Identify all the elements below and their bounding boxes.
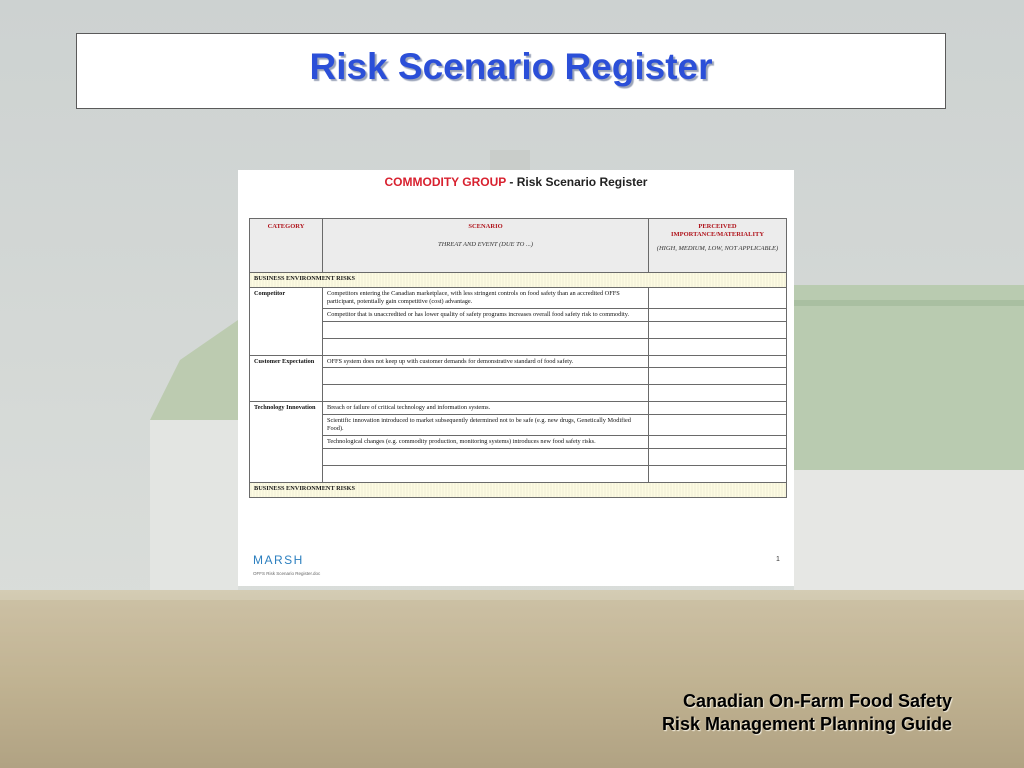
importance-cell (649, 355, 787, 368)
page-number: 1 (776, 556, 780, 563)
table-row (250, 448, 787, 465)
table-row (250, 321, 787, 338)
document-title-rest: - Risk Scenario Register (506, 175, 648, 189)
scenario-cell: Competitors entering the Canadian marketplace, with less stringent controls on food safety than an accredited OFFS participant, potentially gain competitive (cost) advantage. (323, 288, 649, 309)
importance-cell (649, 308, 787, 321)
section-row (250, 273, 787, 288)
document-title-commodity: COMMODITY GROUP (384, 175, 507, 189)
importance-cell (649, 288, 787, 309)
importance-cell (649, 415, 787, 436)
slide-title-box (76, 33, 946, 109)
scenario-cell (323, 368, 649, 385)
table-row (250, 436, 787, 449)
section-row (250, 482, 787, 497)
table-row (250, 288, 787, 309)
scenario-cell: Breach or failure of critical technology and information systems. (323, 402, 649, 415)
importance-cell (649, 448, 787, 465)
table-row (250, 402, 787, 415)
slide-title: Risk Scenario Register (309, 46, 713, 87)
scenario-cell (323, 338, 649, 355)
table-row (250, 465, 787, 482)
scenario-cell: OFFS system does not keep up with customer demands for demonstrative standard of food safety. (323, 355, 649, 368)
risk-register-table (249, 218, 787, 498)
header-importance-sub: (HIGH, MEDIUM, LOW, NOT APPLICABLE) (656, 245, 779, 253)
header-scenario-sub: THREAT AND EVENT (DUE TO ...) (438, 241, 533, 249)
header-category: CATEGORY (250, 219, 323, 273)
importance-cell (649, 436, 787, 449)
slide-caption (662, 690, 952, 736)
importance-cell (649, 465, 787, 482)
table-row (250, 415, 787, 436)
category-cell: Competitor (250, 288, 323, 356)
section-label: BUSINESS ENVIRONMENT RISKS (250, 273, 787, 288)
importance-cell (649, 402, 787, 415)
caption-line-1: Canadian On-Farm Food Safety (682, 691, 952, 711)
caption-line-2: Risk Management Planning Guide (661, 714, 952, 734)
document-preview (238, 170, 794, 586)
table-row (250, 338, 787, 355)
scenario-cell: Technological changes (e.g. commodity production, monitoring systems) introduces new food safety risks. (323, 436, 649, 449)
section-label: BUSINESS ENVIRONMENT RISKS (250, 482, 787, 497)
category-cell: Customer Expectation (250, 355, 323, 402)
table-header-row (250, 219, 787, 273)
scenario-cell (323, 448, 649, 465)
importance-cell (649, 385, 787, 402)
table-row (250, 368, 787, 385)
document-title (238, 175, 794, 189)
scenario-cell (323, 465, 649, 482)
table-row (250, 308, 787, 321)
document-filename: OFFS Risk Scenario Register.doc (253, 571, 321, 576)
table-row (250, 355, 787, 368)
importance-cell (649, 338, 787, 355)
scenario-cell: Scientific innovation introduced to market subsequently determined not to be safe (e.g. new drugs, Genetically Modified Food). (323, 415, 649, 436)
table-row (250, 385, 787, 402)
scenario-cell: Competitor that is unaccredited or has lower quality of safety programs increases overall food safety risk to commodity. (323, 308, 649, 321)
marsh-logo: MARSH (253, 553, 304, 567)
header-importance: PERCEIVED IMPORTANCE/MATERIALITY (HIGH, MEDIUM, LOW, NOT APPLICABLE) (649, 219, 787, 273)
scenario-cell (323, 385, 649, 402)
header-scenario: SCENARIO THREAT AND EVENT (DUE TO ...) (323, 219, 649, 273)
importance-cell (649, 321, 787, 338)
category-cell: Technology Innovation (250, 402, 323, 482)
scenario-cell (323, 321, 649, 338)
importance-cell (649, 368, 787, 385)
